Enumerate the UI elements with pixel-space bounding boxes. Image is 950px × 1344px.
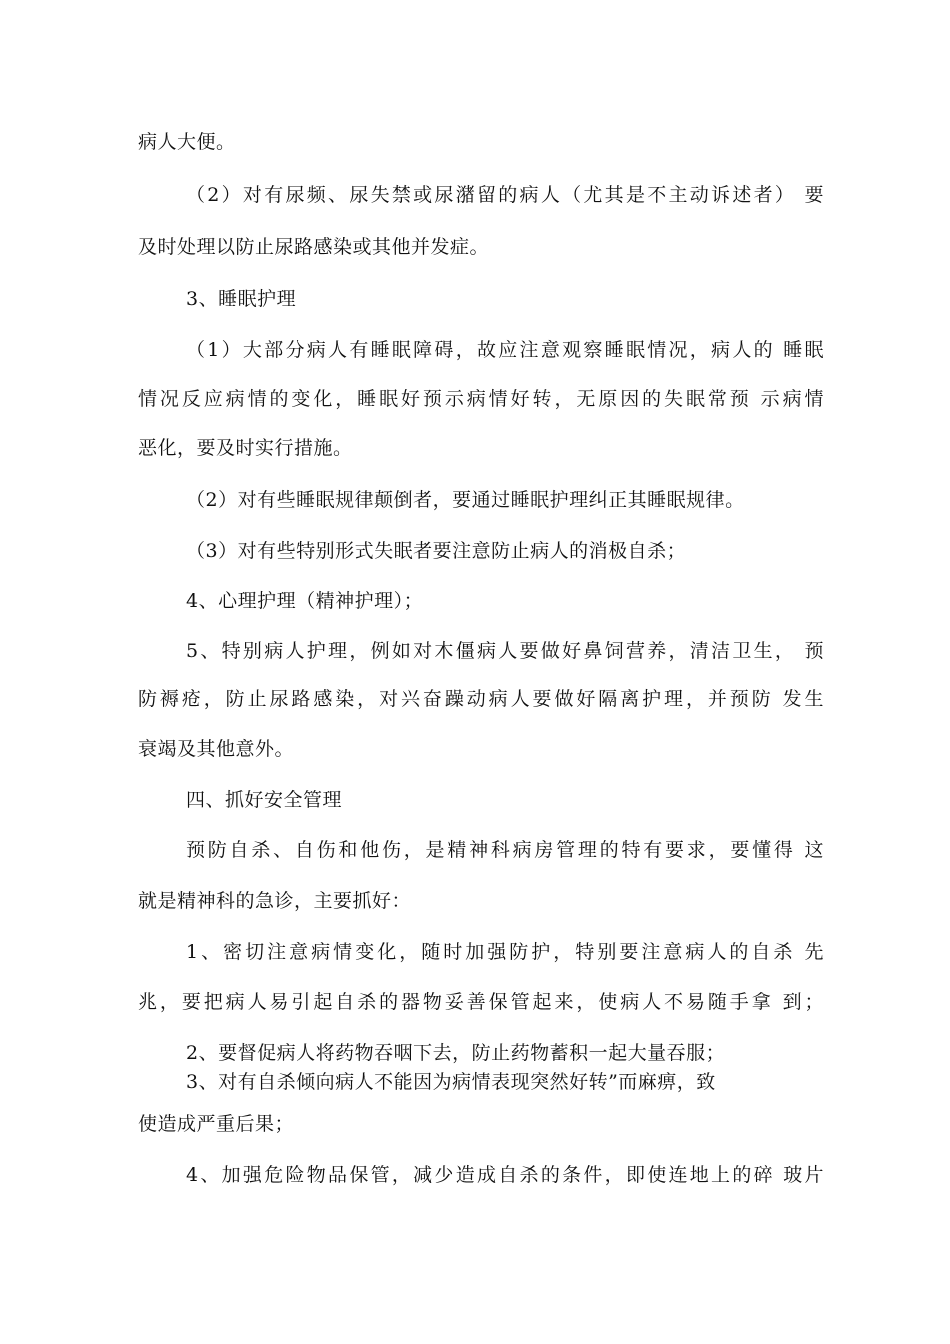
text-line: 预防自杀、自伤和他伤，是精神科病房管理的特有要求，要懂得 这 — [186, 839, 824, 861]
text-line: 情况反应病情的变化，睡眠好预示病情好转，无原因的失眠常预 示病情 — [138, 388, 824, 410]
section-heading: 3、睡眠护理 — [186, 288, 297, 310]
text-line: 就是精神科的急诊，主要抓好： — [138, 890, 412, 912]
text-line: （1）大部分病人有睡眠障碍，故应注意观察睡眠情况，病人的 睡眠 — [186, 339, 824, 361]
text-line: 2、要督促病人将药物吞咽下去，防止药物蓄积一起大量吞服； — [186, 1042, 726, 1064]
text-line: 防褥疮，防止尿路感染，对兴奋躁动病人要做好隔离护理，并预防 发生 — [138, 688, 824, 710]
text-line: （2）对有尿频、尿失禁或尿潴留的病人（尤其是不主动诉述者） 要 — [186, 184, 824, 206]
text-line: 病人大便。 — [138, 131, 236, 153]
section-heading: 4、心理护理（精神护理）； — [186, 590, 424, 612]
section-heading: 四、抓好安全管理 — [186, 789, 343, 811]
text-line: 1、密切注意病情变化，随时加强防护，特别要注意病人的自杀 先 — [186, 941, 824, 963]
text-line: 4、加强危险物品保管，减少造成自杀的条件，即使连地上的碎 玻片 — [186, 1164, 824, 1186]
text-line: （2）对有些睡眠规律颠倒者，要通过睡眠护理纠正其睡眠规律。 — [186, 489, 745, 511]
text-line: 5、特别病人护理，例如对木僵病人要做好鼻饲营养，清洁卫生， 预 — [186, 640, 824, 662]
text-line: 使造成严重后果； — [138, 1113, 295, 1135]
text-line: 及时处理以防止尿路感染或其他并发症。 — [138, 236, 490, 258]
text-line: 恶化，要及时实行措施。 — [138, 437, 353, 459]
text-line: 3、对有自杀倾向病人不能因为病情表现突然好转”而麻痹，致 — [186, 1071, 716, 1093]
text-line: 兆，要把病人易引起自杀的器物妥善保管起来，使病人不易随手拿 到； — [138, 991, 824, 1013]
text-line: （3）对有些特别形式失眠者要注意防止病人的消极自杀； — [186, 540, 687, 562]
text-line: 衰竭及其他意外。 — [138, 738, 295, 760]
